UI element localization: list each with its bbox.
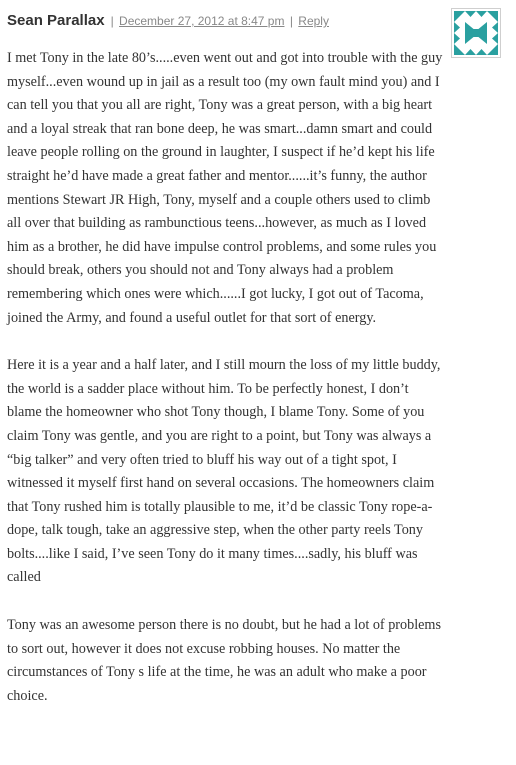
comment-body: [7, 47, 445, 732]
reply-link[interactable]: Reply: [298, 14, 329, 28]
comment-paragraph: Here it is a year and a half later, and I still mourn the loss of my little buddy, the world is a sadder place without him. To be perfectly honest, I don’t blame the homeowner who shot Tony though, I blame Tony. Some of you claim Tony was gentle, and you are right to a point, but Tony was always a “big talker” and very often tried to bluff his way out of a tight spot, I witnessed it myself first hand on several occasions. The homeowners claim that Tony rushed him is totally plausible to me, it’d be classic Tony rope-a-dope, talk tough, take an aggressive step, when the other party reels Tony bolts....like I said, I’ve seen Tony do it many times....sadly, his bluff was called: [7, 357, 441, 586]
comment-paragraph: Tony was an awesome person there is no doubt, but he had a lot of problems to sort out, however it does not excuse robbing houses. No matter the circumstances of Tony s life at the time, he was an adult who make a poor choice.: [7, 617, 441, 704]
avatar: [451, 8, 501, 58]
comment-date-link[interactable]: December 27, 2012 at 8:47 pm: [119, 14, 285, 28]
comment-author[interactable]: Sean Parallax: [7, 12, 105, 29]
comment-header: [7, 10, 329, 32]
comment-paragraph: I met Tony in the late 80’s.....even went out and got into trouble with the guy myself...even wound up in jail as a result too (my own fault mind you) and I can tell you that you all are right, Tony was a great person, with a big heart and a loyal streak that ran bone deep, he was smart...damn smart and could leave people rolling on the ground in laughter, I suspect if he’d kept his life straight he’d have made a great father and mentor......it’s funny, the author mentions Stewart JR High, Tony, myself and a couple others used to climb all over that building as rambunctious teens...however, as much as I loved him as a brother, he did have impulse control problems, and some rules you should break, others you should not and Tony always had a problem remembering which ones were which......I got lucky, I got out of Tacoma, joined the Army, and found a useful outlet for that sort of energy.: [7, 50, 443, 326]
meta-separator: |: [289, 14, 293, 28]
meta-separator: |: [110, 14, 114, 28]
identicon-avatar-icon: [454, 11, 498, 55]
comment-meta: [109, 14, 329, 28]
